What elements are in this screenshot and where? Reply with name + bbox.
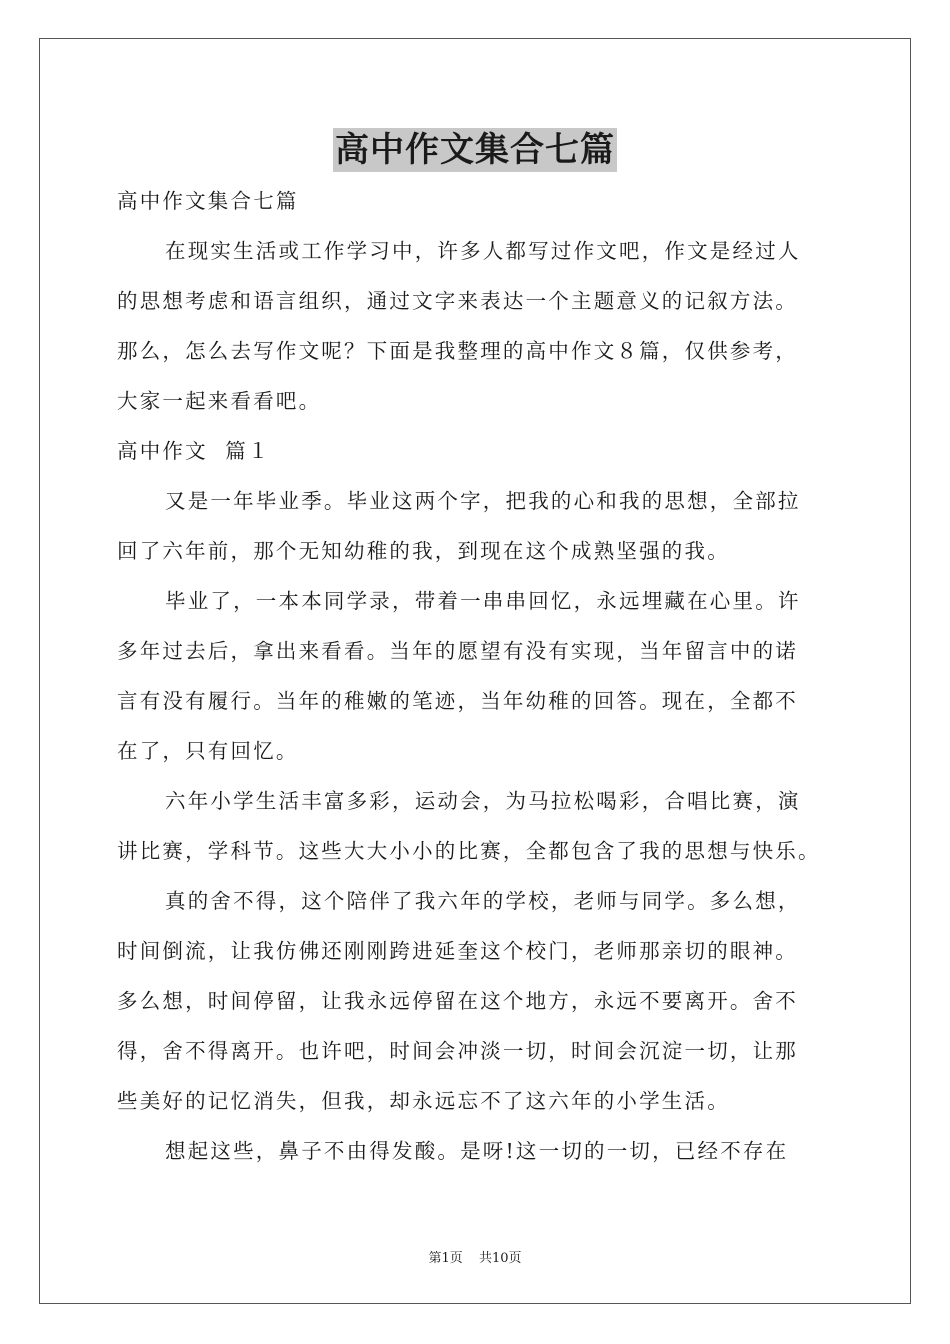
paragraph-line: 言有没有履行。当年的稚嫩的笔迹，当年幼稚的回答。现在，全都不	[117, 689, 798, 713]
page-number: 第1页	[428, 1251, 463, 1266]
paragraph-line: 回了六年前，那个无知幼稚的我，到现在这个成熟坚强的我。	[117, 539, 730, 563]
paragraph-line: 多年过去后，拿出来看看。当年的愿望有没有实现，当年留言中的诺	[117, 639, 798, 663]
document-body	[117, 176, 839, 1176]
paragraph-line: 讲比赛，学科节。这些大大小小的比赛，全都包含了我的思想与快乐。	[117, 839, 821, 863]
paragraph-line: 的思想考虑和语言组织，通过文字来表达一个主题意义的记叙方法。	[117, 289, 798, 313]
paragraph-line: 在了，只有回忆。	[117, 739, 299, 763]
paragraph-line: 时间倒流，让我仿佛还刚刚跨进延奎这个校门，老师那亲切的眼神。	[117, 939, 798, 963]
paragraph-line: 那么，怎么去写作文呢？下面是我整理的高中作文８篇，仅供参考，	[117, 339, 798, 363]
document-title: 高中作文集合七篇	[335, 130, 615, 170]
paragraph-line: 得，舍不得离开。也许吧，时间会冲淡一切，时间会沉淀一切，让那	[117, 1039, 798, 1063]
paragraph-line: 想起这些，鼻子不由得发酸。是呀!这一切的一切，已经不存在	[165, 1139, 789, 1163]
page-total: 共10页	[478, 1251, 522, 1266]
paragraph-line: 大家一起来看看吧。	[117, 389, 322, 413]
subtitle: 高中作文集合七篇	[117, 189, 299, 213]
section-heading: 高中作文 篇１	[117, 439, 271, 463]
paragraph-line: 毕业了，一本本同学录，带着一串串回忆，永远埋藏在心里。许	[165, 589, 801, 613]
page-footer	[0, 1247, 950, 1266]
paragraph-line: 六年小学生活丰富多彩，运动会，为马拉松喝彩，合唱比赛，演	[165, 789, 801, 813]
paragraph-line: 些美好的记忆消失，但我，却永远忘不了这六年的小学生活。	[117, 1089, 730, 1113]
paragraph-line: 多么想，时间停留，让我永远停留在这个地方，永远不要离开。舍不	[117, 989, 798, 1013]
paragraph-line: 又是一年毕业季。毕业这两个字，把我的心和我的思想，全部拉	[165, 489, 801, 513]
paragraph-line: 在现实生活或工作学习中，许多人都写过作文吧，作文是经过人	[165, 239, 801, 263]
paragraph-line: 真的舍不得，这个陪伴了我六年的学校，老师与同学。多么想，	[165, 889, 801, 913]
